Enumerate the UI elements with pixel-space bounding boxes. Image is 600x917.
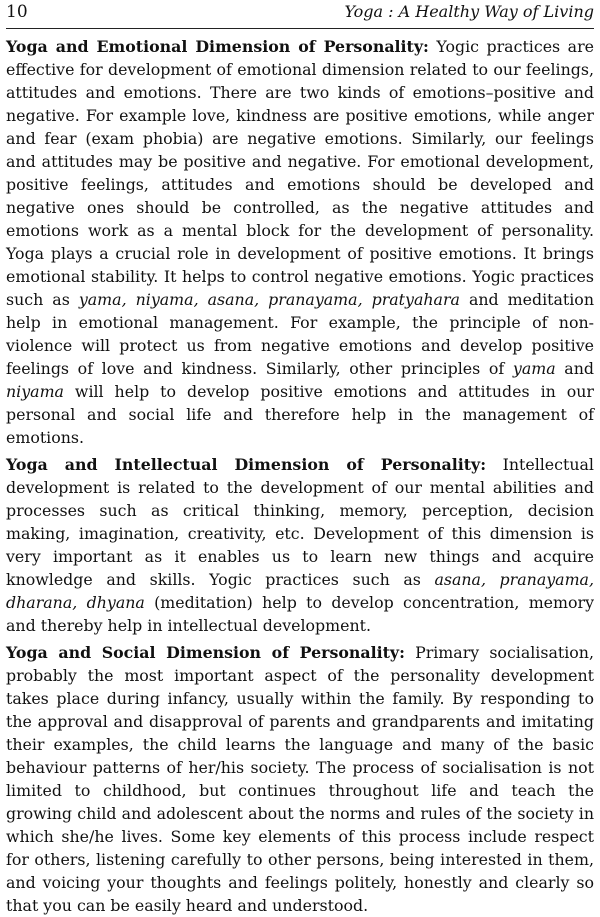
section-heading: Yoga and Intellectual Dimension of Personality: (6, 455, 487, 474)
italic-term: yama (512, 359, 556, 378)
section-heading: Yoga and Social Dimension of Personality: (6, 643, 405, 662)
section-social (6, 641, 594, 917)
body-text: (meditation) help to develop concentration, memory and thereby help in intellectual development. (6, 593, 594, 635)
body-text: will help to develop positive emotions and attitudes in our personal and social life and therefore help in the management of emotions. (6, 382, 594, 447)
body-text: Intellectual development is related to the development of our mental abilities and processes such as critical thinking, memory, perception, decision making, imagination, creativity, etc. Development of this dimension is very important as it enables us to learn new things and acquire knowledge and skills. Yogic practices such as (6, 455, 594, 589)
section-intellectual (6, 453, 594, 637)
italic-term: asana, pranayama, dharana, dhyana (6, 570, 594, 612)
page-header (6, 2, 594, 29)
body-text: and meditation help in emotional management. For example, the principle of non-violence will protect us from negative emotions and develop positive feelings of love and kindness. Similarly, other principles of (6, 290, 594, 378)
body-text: and (555, 359, 595, 378)
body-text: Primary socialisation, probably the most important aspect of the personality development takes place during infancy, usually within the family. By responding to the approval and disapproval of parents and grandparents and imitating their examples, the child learns the language and many of the basic behaviour patterns of her/his society. The process of socialisation is not limited to childhood, but continues throughout life and teach the growing child and adolescent about the norms and rules of the society in which she/he lives. Some key elements of this process include respect for others, listening carefully to other persons, being interested in them, and voicing your thoughts and feelings politely, honestly and clearly so that you can be easily heard and understood. (6, 643, 594, 915)
italic-term: niyama (6, 382, 64, 401)
page-number: 10 (6, 2, 28, 22)
body-text: Yogic practices are effective for development of emotional dimension related to our feelings, attitudes and emotions. There are two kinds of emotions–positive and negative. For example love, kindness are positive emotions, while anger and fear (exam phobia) are negative emotions. Similarly, our feelings and attitudes may be positive and negative. For emotional development, positive feelings, attitudes and emotions should be developed and negative ones should be controlled, as the negative attitudes and emotions work as a mental block for the development of personality. Yoga plays a crucial role in development of positive emotions. It brings emotional stability. It helps to control negative emotions. Yogic practices such as (6, 37, 594, 309)
italic-term: yama, niyama, asana, pranayama, pratyahara (78, 290, 460, 309)
running-title: Yoga : A Healthy Way of Living (344, 2, 594, 21)
section-heading: Yoga and Emotional Dimension of Personality: (6, 37, 429, 56)
section-emotional (6, 35, 594, 449)
